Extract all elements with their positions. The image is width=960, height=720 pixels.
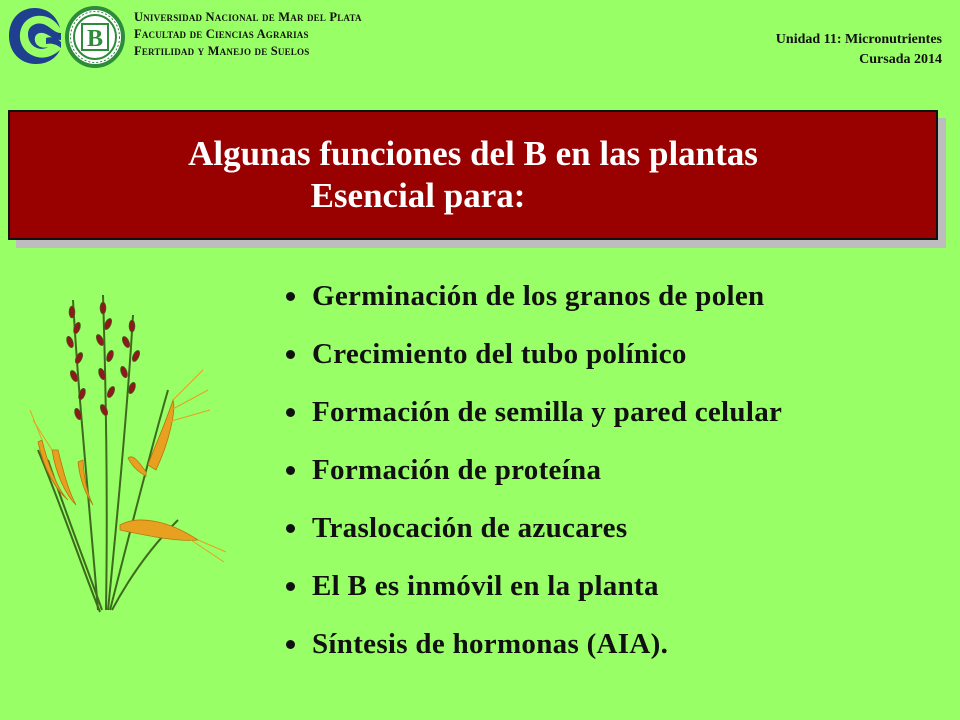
list-item-text: Formación de semilla y pared celular	[312, 396, 783, 428]
list-item-text: Formación de proteína	[312, 454, 602, 486]
list-item-text: El B es inmóvil en la planta	[312, 570, 659, 602]
list-item	[268, 620, 782, 678]
faculty-seal-icon	[64, 6, 126, 68]
bullet-icon	[286, 350, 295, 359]
bullet-icon	[286, 582, 295, 591]
functions-list	[268, 272, 782, 678]
bullet-icon	[286, 640, 295, 649]
list-item-text: Crecimiento del tubo polínico	[312, 338, 687, 370]
bullet-icon	[286, 408, 295, 417]
slide-title-box	[8, 110, 938, 240]
list-item-text: Síntesis de hormonas (AIA).	[312, 628, 669, 660]
list-item	[268, 272, 782, 330]
slide-title: Algunas funciones del B en las plantas	[188, 134, 758, 173]
department-name: Fertilidad y Manejo de Suelos	[134, 44, 310, 58]
list-item-text: Germinación de los granos de polen	[312, 280, 765, 312]
bullet-icon	[286, 524, 295, 533]
bullet-icon	[286, 292, 295, 301]
university-logo-icon	[6, 4, 64, 68]
list-item	[268, 562, 782, 620]
bullet-icon	[286, 466, 295, 475]
unit-info	[776, 30, 942, 70]
list-item-text: Traslocación de azucares	[312, 512, 628, 544]
course-year: Cursada 2014	[859, 52, 942, 67]
list-item	[268, 446, 782, 504]
unit-title: Unidad 11: Micronutrientes	[775, 32, 942, 47]
list-item	[268, 504, 782, 562]
slide-subtitle: Esencial para:	[310, 176, 526, 215]
faculty-name: Facultad de Ciencias Agrarias	[134, 27, 309, 41]
list-item	[268, 388, 782, 446]
university-name: Universidad Nacional de Mar del Plata	[134, 10, 362, 24]
cereal-spikes-illustration	[28, 290, 228, 620]
institution-header	[134, 9, 362, 60]
list-item	[268, 330, 782, 388]
seal-letter: B	[86, 26, 104, 52]
